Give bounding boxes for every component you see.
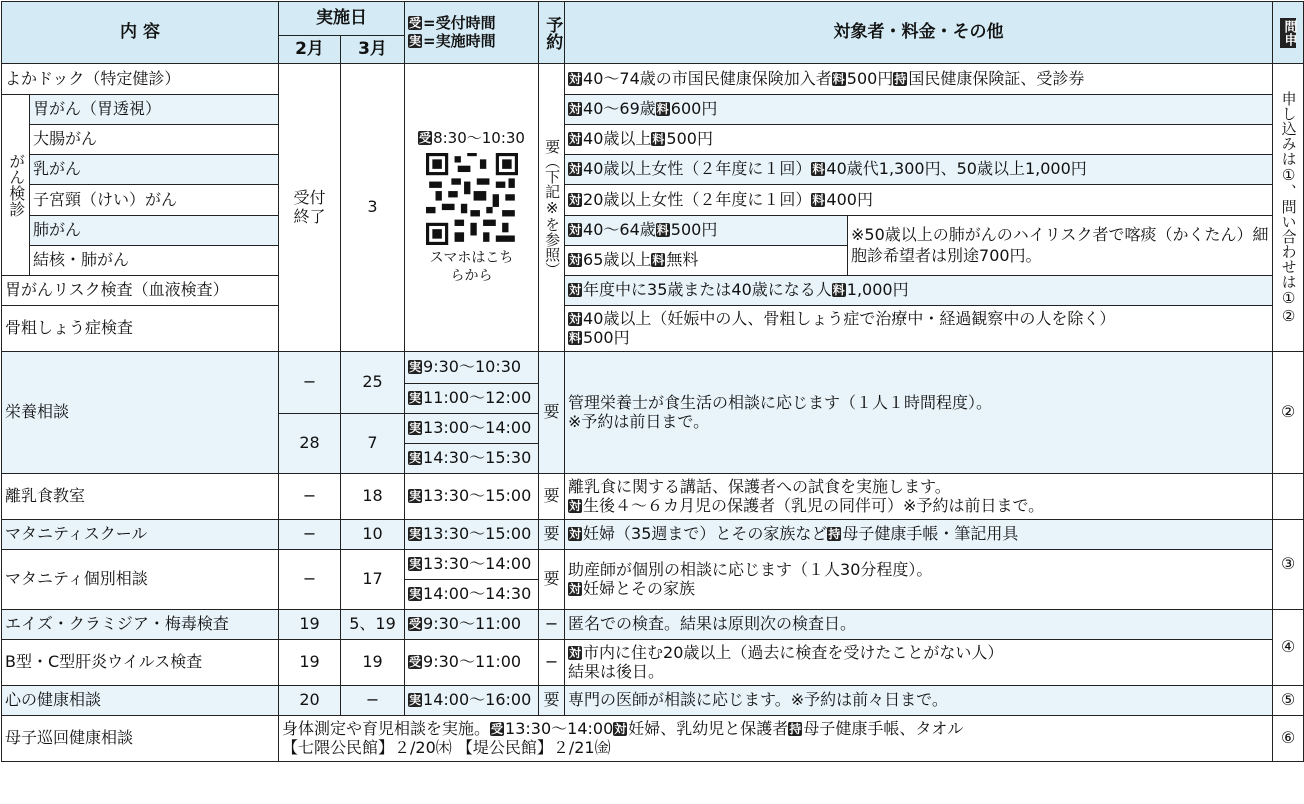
item-maternity-consult: マタニティ個別相談 — [2, 550, 279, 610]
qr-code-icon[interactable] — [426, 153, 518, 245]
item-aids: エイズ・クラミジア・梅毒検査 — [2, 610, 279, 640]
kenshin-row-0-info: 対 40〜74歳の市国民健康保険加入者料 500円持 国民健康保険証、受診券 — [565, 64, 1273, 95]
rinyu-time: 実 13:30〜15:00 — [405, 474, 539, 520]
aids-time: 受 9:30〜11:00 — [405, 610, 539, 640]
item-osteoporosis: 骨粗しょう症検査 — [2, 306, 279, 352]
hepatitis-feb: 19 — [279, 640, 341, 686]
kokoro-contact: ⑤ — [1273, 686, 1304, 716]
kenshin-row-2-info: 対 40歳以上料 500円 — [565, 125, 1273, 155]
lung-note: ※50歳以上の肺がんのハイリスク者で喀痰（かくたん）細胞診希望者は別途700円。 — [848, 216, 1273, 276]
maternity2-time-0: 実 13:30〜14:00 — [405, 550, 539, 580]
item-eiyou: 栄養相談 — [2, 352, 279, 474]
eiyou-time-0: 実 9:30〜10:30 — [405, 352, 539, 384]
boshi-contact: ⑥ — [1273, 716, 1304, 762]
kokoro-time: 実 14:00〜16:00 — [405, 686, 539, 716]
eiyou-contact: ② — [1273, 352, 1304, 474]
item-cervical: 子宮頸（けい）がん — [30, 185, 279, 216]
hepatitis-time: 受 9:30〜11:00 — [405, 640, 539, 686]
kenshin-mar: 3 — [341, 64, 405, 352]
boshi-note: 身体測定や育児相談を実施。受 13:30〜14:00対 妊婦、乳幼児と保護者持 母子健康手帳、タオル 【七隈公民館】２/20㈭ 【堤公民館】２/21㈮ — [279, 716, 1273, 762]
item-colon: 大腸がん — [30, 125, 279, 155]
header-feb: 2月 — [279, 36, 341, 64]
item-maternity-school: マタニティスクール — [2, 520, 279, 550]
header-target: 対象者・料金・その他 — [565, 2, 1273, 64]
health-schedule-table — [1, 1, 1304, 762]
kokoro-note: 専門の医師が相談に応じます。※予約は前々日まで。 — [565, 686, 1273, 716]
kokoro-feb: 20 — [279, 686, 341, 716]
eiyou-feb-2: 28 — [279, 414, 341, 474]
cancer-group-label: がん検診 — [2, 95, 30, 276]
kokoro-reserve: 要 — [539, 686, 565, 716]
hepatitis-reserve: − — [539, 640, 565, 686]
eiyou-time-1: 実 11:00〜12:00 — [405, 384, 539, 414]
header-content: 内 容 — [2, 2, 279, 64]
hepatitis-mar: 19 — [341, 640, 405, 686]
kenshin-row-4-info: 対 20歳以上女性（２年度に１回）料 400円 — [565, 185, 1273, 216]
item-hepatitis: B型・C型肝炎ウイルス検査 — [2, 640, 279, 686]
eiyou-mar-2: 7 — [341, 414, 405, 474]
item-breast: 乳がん — [30, 155, 279, 185]
maternity-time: 実 13:30〜15:00 — [405, 520, 539, 550]
maternity-contact: ③ — [1273, 520, 1304, 610]
item-stomach: 胃がん（胃透視） — [30, 95, 279, 125]
kenshin-reserve: 要（下記※を参照） — [539, 64, 565, 352]
kenshin-row-8-info: 対 40歳以上（妊娠中の人、骨粗しょう症で治療中・経過観察中の人を除く） 料 500円 — [565, 306, 1273, 352]
header-date: 実施日 — [279, 2, 405, 36]
header-mar: 3月 — [341, 36, 405, 64]
eiyou-feb-1: − — [279, 352, 341, 414]
kenshin-row-1-info: 対 40〜69歳料 600円 — [565, 95, 1273, 125]
aids-reserve: − — [539, 610, 565, 640]
kokoro-mar: − — [341, 686, 405, 716]
kenshin-row-5-info: 対 40〜64歳料 500円 — [565, 216, 848, 246]
maternity2-mar: 17 — [341, 550, 405, 610]
header-reserve: 予約 — [539, 2, 565, 64]
maternity-reserve: 要 — [539, 520, 565, 550]
aids-contact: ④ — [1273, 610, 1304, 686]
rinyu-reserve: 要 — [539, 474, 565, 520]
maternity-mar: 10 — [341, 520, 405, 550]
eiyou-mar-1: 25 — [341, 352, 405, 414]
maternity2-time-1: 実 14:00〜14:30 — [405, 580, 539, 610]
rinyu-contact-empty — [1273, 474, 1304, 520]
eiyou-note: 管理栄養士が食生活の相談に応じます（１人１時間程度）。 ※予約は前日まで。 — [565, 352, 1273, 474]
maternity2-note: 助産師が個別の相談に応じます（１人30分程度）。 対 妊婦とその家族 — [565, 550, 1273, 610]
eiyou-time-2: 実 13:00〜14:00 — [405, 414, 539, 444]
rinyu-feb: − — [279, 474, 341, 520]
aids-feb: 19 — [279, 610, 341, 640]
aids-mar: 5、19 — [341, 610, 405, 640]
item-lung: 肺がん — [30, 216, 279, 246]
kenshin-row-3-info: 対 40歳以上女性（２年度に１回）料 40歳代1,300円、50歳以上1,000円 — [565, 155, 1273, 185]
eiyou-reserve: 要 — [539, 352, 565, 474]
rinyu-mar: 18 — [341, 474, 405, 520]
maternity2-feb: − — [279, 550, 341, 610]
header-contact: 問申 — [1273, 2, 1304, 64]
item-rinyu: 離乳食教室 — [2, 474, 279, 520]
item-yokadock: よかドック（特定健診） — [2, 64, 279, 95]
item-stomach-risk: 胃がんリスク検査（血液検査） — [2, 276, 279, 306]
eiyou-time-3: 実 14:30〜15:30 — [405, 444, 539, 474]
kenshin-time: 受 8:30〜10:30 スマホはこちらから — [405, 64, 539, 352]
kenshin-feb: 受付終了 — [279, 64, 341, 352]
header-time: 受 =受付時間 実 =実施時間 — [405, 2, 539, 64]
kenshin-row-7-info: 対 年度中に35歳または40歳になる人料 1,000円 — [565, 276, 1273, 306]
aids-note: 匿名での検査。結果は原則次の検査日。 — [565, 610, 1273, 640]
rinyu-note: 離乳食に関する講話、保護者への試食を実施します。 対 生後４〜６カ月児の保護者（乳児の同伴可）※予約は前日まで。 — [565, 474, 1273, 520]
hepatitis-note: 対 市内に住む20歳以上（過去に検査を受けたことがない人） 結果は後日。 — [565, 640, 1273, 686]
kenshin-row-6-info: 対 65歳以上料 無料 — [565, 246, 848, 276]
item-tb-lung: 結核・肺がん — [30, 246, 279, 276]
item-boshi: 母子巡回健康相談 — [2, 716, 279, 762]
maternity-feb: − — [279, 520, 341, 550]
item-kokoro: 心の健康相談 — [2, 686, 279, 716]
maternity2-reserve: 要 — [539, 550, 565, 610]
maternity-note: 対 妊婦（35週まで）とその家族など持 母子健康手帳・筆記用具 — [565, 520, 1273, 550]
kenshin-contact: 申し込みは①、問い合わせは①② — [1273, 64, 1304, 352]
